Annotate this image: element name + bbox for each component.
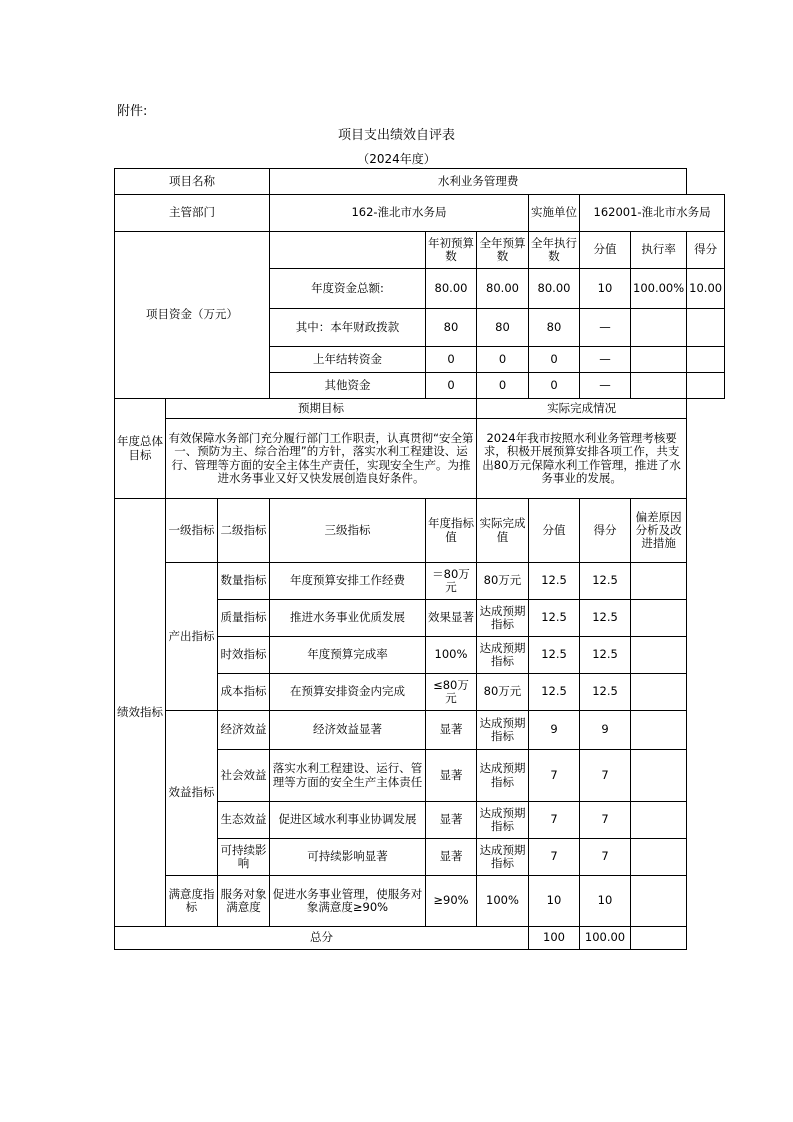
funds-initial: 80 [426, 309, 477, 347]
perf-deviation [631, 563, 687, 600]
funds-rate: 100.00% [631, 269, 687, 309]
perf-level3: 推进水务事业优质发展 [270, 600, 426, 637]
funds-score [687, 347, 725, 373]
perf-deviation [631, 802, 687, 839]
perf-level3: 可持续影响显著 [270, 839, 426, 876]
form-year: （2024年度） [357, 152, 436, 166]
funds-initial: 80.00 [426, 269, 477, 309]
attachment-label: 附件: [117, 104, 148, 119]
actual-status-text: 2024年我市按照水利业务管理考核要求，积极开展预算安排各项工作，共支出80万元保障水利工作管理，推进了水务事业的发展。 [477, 419, 687, 499]
funds-score [687, 373, 725, 399]
actual-status-header: 实际完成情况 [477, 399, 687, 419]
perf-target: ≥90% [426, 876, 477, 927]
total-label: 总分 [115, 927, 529, 950]
perf-level2: 数量指标 [218, 563, 270, 600]
perf-deviation [631, 876, 687, 927]
funds-row-label: 其中：本年财政拨款 [270, 309, 426, 347]
funds-score-value: — [580, 309, 631, 347]
funds-header-annual-executed: 全年执行数 [529, 232, 580, 269]
perf-row [115, 563, 725, 600]
implementer-label: 实施单位 [529, 195, 580, 232]
perf-target: 显著 [426, 711, 477, 750]
perf-level2: 质量指标 [218, 600, 270, 637]
department-row [115, 195, 725, 232]
perf-target: ≤80万元 [426, 674, 477, 711]
perf-score: 12.5 [580, 600, 631, 637]
funds-rate [631, 309, 687, 347]
implementer-value: 162001-淮北市水务局 [580, 195, 725, 232]
funds-row-label: 上年结转资金 [270, 347, 426, 373]
perf-score: 9 [580, 711, 631, 750]
perf-level2: 可持续影响 [218, 839, 270, 876]
expected-goal-header: 预期目标 [166, 399, 477, 419]
goal-label: 年度总体目标 [115, 399, 166, 499]
funds-header-annual-budget: 全年预算数 [477, 232, 529, 269]
perf-score-value: 7 [529, 839, 580, 876]
funds-score-value: 10 [580, 269, 631, 309]
funds-score-value: — [580, 373, 631, 399]
perf-label: 绩效指标 [115, 499, 166, 927]
perf-actual: 100% [477, 876, 529, 927]
funds-header-score-value: 分值 [580, 232, 631, 269]
perf-level1: 效益指标 [166, 711, 218, 876]
perf-header-level3: 三级指标 [270, 499, 426, 563]
perf-score-value: 10 [529, 876, 580, 927]
perf-target: 100% [426, 637, 477, 674]
perf-header-target: 年度指标值 [426, 499, 477, 563]
perf-score: 7 [580, 839, 631, 876]
total-score: 100.00 [580, 927, 631, 950]
perf-actual: 达成预期指标 [477, 750, 529, 802]
perf-score-value: 12.5 [529, 674, 580, 711]
perf-level3: 在预算安排资金内完成 [270, 674, 426, 711]
funds-score [687, 309, 725, 347]
perf-actual: 80万元 [477, 563, 529, 600]
perf-header-actual: 实际完成值 [477, 499, 529, 563]
funds-annual: 80 [477, 309, 529, 347]
funds-score-value: — [580, 347, 631, 373]
perf-target: 显著 [426, 802, 477, 839]
funds-initial: 0 [426, 347, 477, 373]
goal-header-row [115, 399, 725, 419]
project-name-value: 水利业务管理费 [270, 169, 687, 195]
total-row [115, 927, 725, 950]
funds-annual: 80.00 [477, 269, 529, 309]
perf-score: 12.5 [580, 563, 631, 600]
perf-header-level2: 二级指标 [218, 499, 270, 563]
perf-actual: 达成预期指标 [477, 600, 529, 637]
perf-level2: 社会效益 [218, 750, 270, 802]
funds-header-row [115, 232, 725, 269]
perf-deviation [631, 839, 687, 876]
perf-actual: 达成预期指标 [477, 802, 529, 839]
perf-level3: 促进区域水利事业协调发展 [270, 802, 426, 839]
perf-header-row [115, 499, 725, 563]
funds-annual: 0 [477, 347, 529, 373]
perf-level3: 经济效益显著 [270, 711, 426, 750]
perf-score-value: 12.5 [529, 637, 580, 674]
perf-score: 7 [580, 802, 631, 839]
perf-score-value: 7 [529, 802, 580, 839]
perf-row [115, 711, 725, 750]
perf-level2: 生态效益 [218, 802, 270, 839]
self-evaluation-table [114, 168, 725, 950]
perf-header-deviation: 偏差原因分析及改进措施 [631, 499, 687, 563]
perf-score-value: 12.5 [529, 600, 580, 637]
perf-deviation [631, 600, 687, 637]
perf-level2: 服务对象满意度 [218, 876, 270, 927]
funds-header-initial-budget: 年初预算数 [426, 232, 477, 269]
perf-actual: 80万元 [477, 674, 529, 711]
perf-header-score-value: 分值 [529, 499, 580, 563]
funds-annual: 0 [477, 373, 529, 399]
goal-content-row [115, 419, 725, 499]
perf-header-score: 得分 [580, 499, 631, 563]
funds-executed: 0 [529, 347, 580, 373]
perf-actual: 达成预期指标 [477, 711, 529, 750]
perf-actual: 达成预期指标 [477, 637, 529, 674]
project-name-row [115, 169, 725, 195]
funds-row-label: 其他资金 [270, 373, 426, 399]
total-blank [631, 927, 687, 950]
perf-level2: 时效指标 [218, 637, 270, 674]
funds-executed: 80 [529, 309, 580, 347]
perf-score-value: 7 [529, 750, 580, 802]
funds-label: 项目资金（万元） [115, 232, 270, 399]
funds-header-blank [270, 232, 426, 269]
total-score-value: 100 [529, 927, 580, 950]
perf-level3: 促进水务事业管理，使服务对象满意度≥90% [270, 876, 426, 927]
perf-deviation [631, 750, 687, 802]
perf-level2: 成本指标 [218, 674, 270, 711]
perf-score: 12.5 [580, 637, 631, 674]
perf-score: 12.5 [580, 674, 631, 711]
perf-score-value: 9 [529, 711, 580, 750]
funds-header-execution-rate: 执行率 [631, 232, 687, 269]
perf-target: ＝80万元 [426, 563, 477, 600]
perf-level3: 落实水利工程建设、运行、管理等方面的安全生产主体责任 [270, 750, 426, 802]
form-title: 项目支出绩效自评表 [337, 128, 455, 143]
perf-deviation [631, 637, 687, 674]
expected-goal-text: 有效保障水务部门充分履行部门工作职责，认真贯彻“安全第一、预防为主、综合治理”的方针，落实水利工程建设、运行、管理等方面的安全主体生产责任，实现安全生产。为推进水务事业又好又快发展创造良好条件。 [166, 419, 477, 499]
perf-header-level1: 一级指标 [166, 499, 218, 563]
funds-initial: 0 [426, 373, 477, 399]
perf-level3: 年度预算安排工作经费 [270, 563, 426, 600]
funds-rate [631, 347, 687, 373]
funds-rate [631, 373, 687, 399]
funds-executed: 80.00 [529, 269, 580, 309]
perf-target: 显著 [426, 750, 477, 802]
perf-deviation [631, 711, 687, 750]
perf-level2: 经济效益 [218, 711, 270, 750]
perf-target: 显著 [426, 839, 477, 876]
perf-row [115, 876, 725, 927]
perf-score: 7 [580, 750, 631, 802]
funds-row-label: 年度资金总额: [270, 269, 426, 309]
perf-score: 10 [580, 876, 631, 927]
perf-level1: 产出指标 [166, 563, 218, 711]
department-value: 162-淮北市水务局 [270, 195, 529, 232]
department-label: 主管部门 [115, 195, 270, 232]
funds-header-score: 得分 [687, 232, 725, 269]
perf-actual: 达成预期指标 [477, 839, 529, 876]
perf-deviation [631, 674, 687, 711]
funds-score: 10.00 [687, 269, 725, 309]
perf-level1: 满意度指标 [166, 876, 218, 927]
perf-level3: 年度预算完成率 [270, 637, 426, 674]
perf-target: 效果显著 [426, 600, 477, 637]
project-name-label: 项目名称 [115, 169, 270, 195]
funds-executed: 0 [529, 373, 580, 399]
perf-score-value: 12.5 [529, 563, 580, 600]
